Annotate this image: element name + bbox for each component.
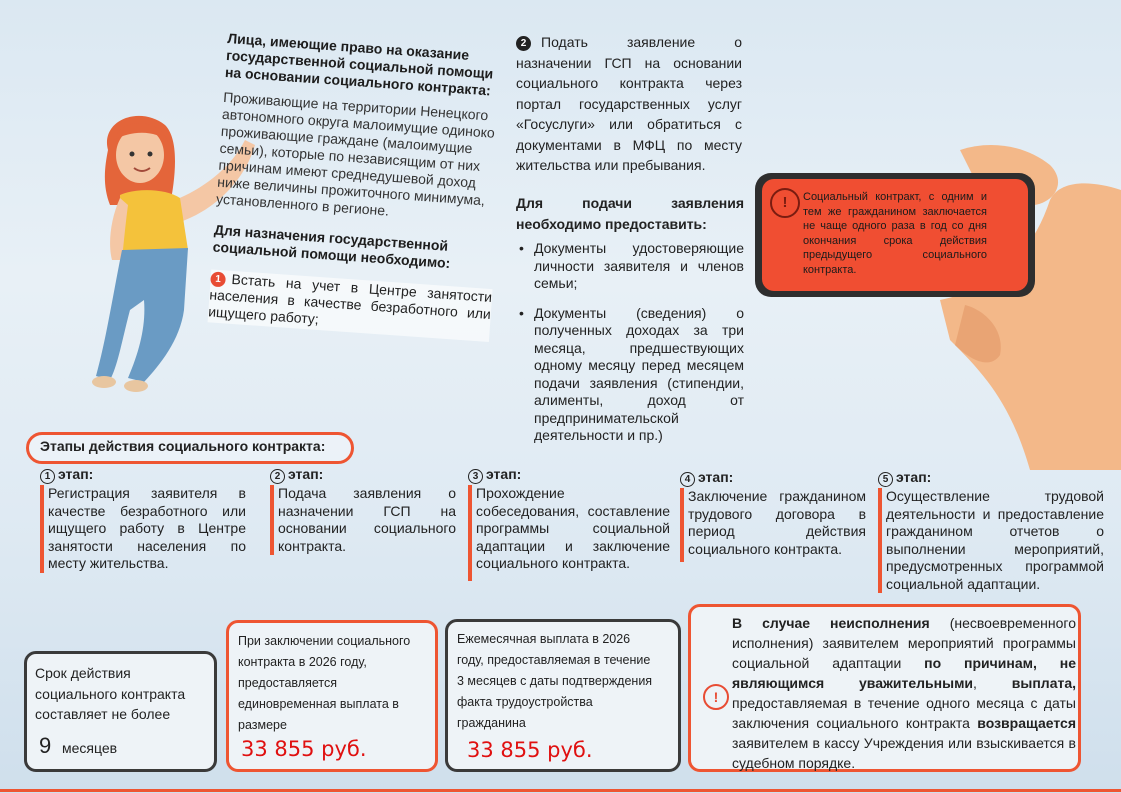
- apply-step2: [516, 32, 742, 176]
- lump-sum-box: [226, 620, 438, 772]
- stage-3-text: Прохождение собеседования, составление программы социальной адаптации и заключение социального контракта.: [468, 485, 670, 581]
- step2-number-badge: 2: [516, 36, 531, 51]
- stage-4-text: Заключение гражданином трудового договора в период действия социального контракта.: [680, 488, 866, 562]
- docs-list-item: • Документы удостоверяющие личности заявителя и членов семьи;: [519, 240, 744, 291]
- stage-2-text: Подача заявления о назначении ГСП на основании социального контракта.: [270, 485, 456, 555]
- requirement-title: Для назначения государственной социальной помощи необходимо:: [212, 221, 451, 272]
- stage-5: 5 этап: Осуществление трудовой деятельности и предоставление гражданином отчетов о выполнении мероприятий, предусмотренных программой социальной адаптации.: [878, 469, 1104, 593]
- lump-sum-text: При заключении социального контракта в 2026 году, предоставляется единовременная выплата в размере: [238, 634, 411, 732]
- stage-2: 2 этап: Подача заявления о назначении ГСП на основании социального контракта.: [270, 466, 456, 555]
- warning-text: В случае неисполнения (несвоевременного исполнения) заявителем мероприятий программы социальной адаптации по причинам, не являющимся уважительными, выплата, предоставляемая в течение одного месяца с даты заключения социального контракта возвращается заявителем в кассу Учреждения или взыскивается в судебном порядке.: [732, 615, 1077, 771]
- term-text: Срок действия социального контракта составляет не более: [35, 665, 186, 722]
- step1-text: Встать на учет в Центре занятости населения в качестве безработного или ищущего работу;: [207, 270, 493, 328]
- monthly-box: [445, 619, 681, 772]
- eligibility-title: Лица, имеющие право на оказание государственной социальной помощи на основании социального контракта:: [224, 30, 494, 99]
- warning-box: [688, 604, 1081, 772]
- monthly-amount: 33 855 руб.: [467, 738, 593, 762]
- term-box: [24, 651, 217, 772]
- stage-1: 1 этап: Регистрация заявителя в качестве безработного или ищущего работу в Центре занятости населения по месту жительства.: [40, 466, 246, 573]
- docs-list: [516, 240, 744, 445]
- term-unit: месяцев: [62, 740, 118, 756]
- docs-title: Для подачи заявления необходимо предоставить:: [516, 195, 744, 232]
- term-number: 9: [39, 733, 52, 758]
- step1-number-badge: 1: [210, 271, 226, 287]
- eligibility-text: Проживающие на территории Ненецкого автономного округа малоимущие одиноко проживающие граждане (малоимущие семьи), которые по независящим от них причинам имеют среднедушевой доход ниже величины прожиточного минимума, установленного в регионе.: [215, 88, 496, 219]
- step2-text: Подать заявление о назначении ГСП на основании социального контракта через портал государственных услуг «Госуслуги» или обратиться с документами в МФЦ по месту жительства или пребывания.: [516, 34, 742, 173]
- lump-sum-amount: 33 855 руб.: [241, 737, 367, 761]
- monthly-text: Ежемесячная выплата в 2026 году, предоставляемая в течение 3 месяцев с даты подтверждения факта трудоустройства гражданина: [457, 632, 653, 730]
- stages-title: Этапы действия социального контракта:: [40, 438, 326, 454]
- phone-note-text: Социальный контракт, с одним и тем же гражданином заключается не чаще одного раза в год со дня окончания срока действия предыдущего социального контракта.: [803, 191, 987, 276]
- exclamation-icon: !: [703, 684, 729, 710]
- eligibility-block: [208, 30, 510, 342]
- exclamation-icon: !: [770, 188, 800, 218]
- stage-5-text: Осуществление трудовой деятельности и предоставление гражданином отчетов о выполнении мероприятий, предусмотренных программой социальной адаптации.: [878, 488, 1104, 593]
- bottom-divider: [0, 789, 1121, 792]
- stage-1-text: Регистрация заявителя в качестве безработного или ищущего работу в Центре занятости населения по месту жительства.: [40, 485, 246, 573]
- stage-3: 3 этап: Прохождение собеседования, составление программы социальной адаптации и заключение социального контракта.: [468, 466, 670, 581]
- stage-4: 4 этап: Заключение гражданином трудового договора в период действия социального контракта.: [680, 469, 866, 562]
- docs-list-item: • Документы (сведения) о полученных доходах за три месяца, предшествующих одному месяцу перед месяцем подачи заявления (стипендии, алименты, доход от предпринимательской деятельности и пр.): [519, 304, 744, 443]
